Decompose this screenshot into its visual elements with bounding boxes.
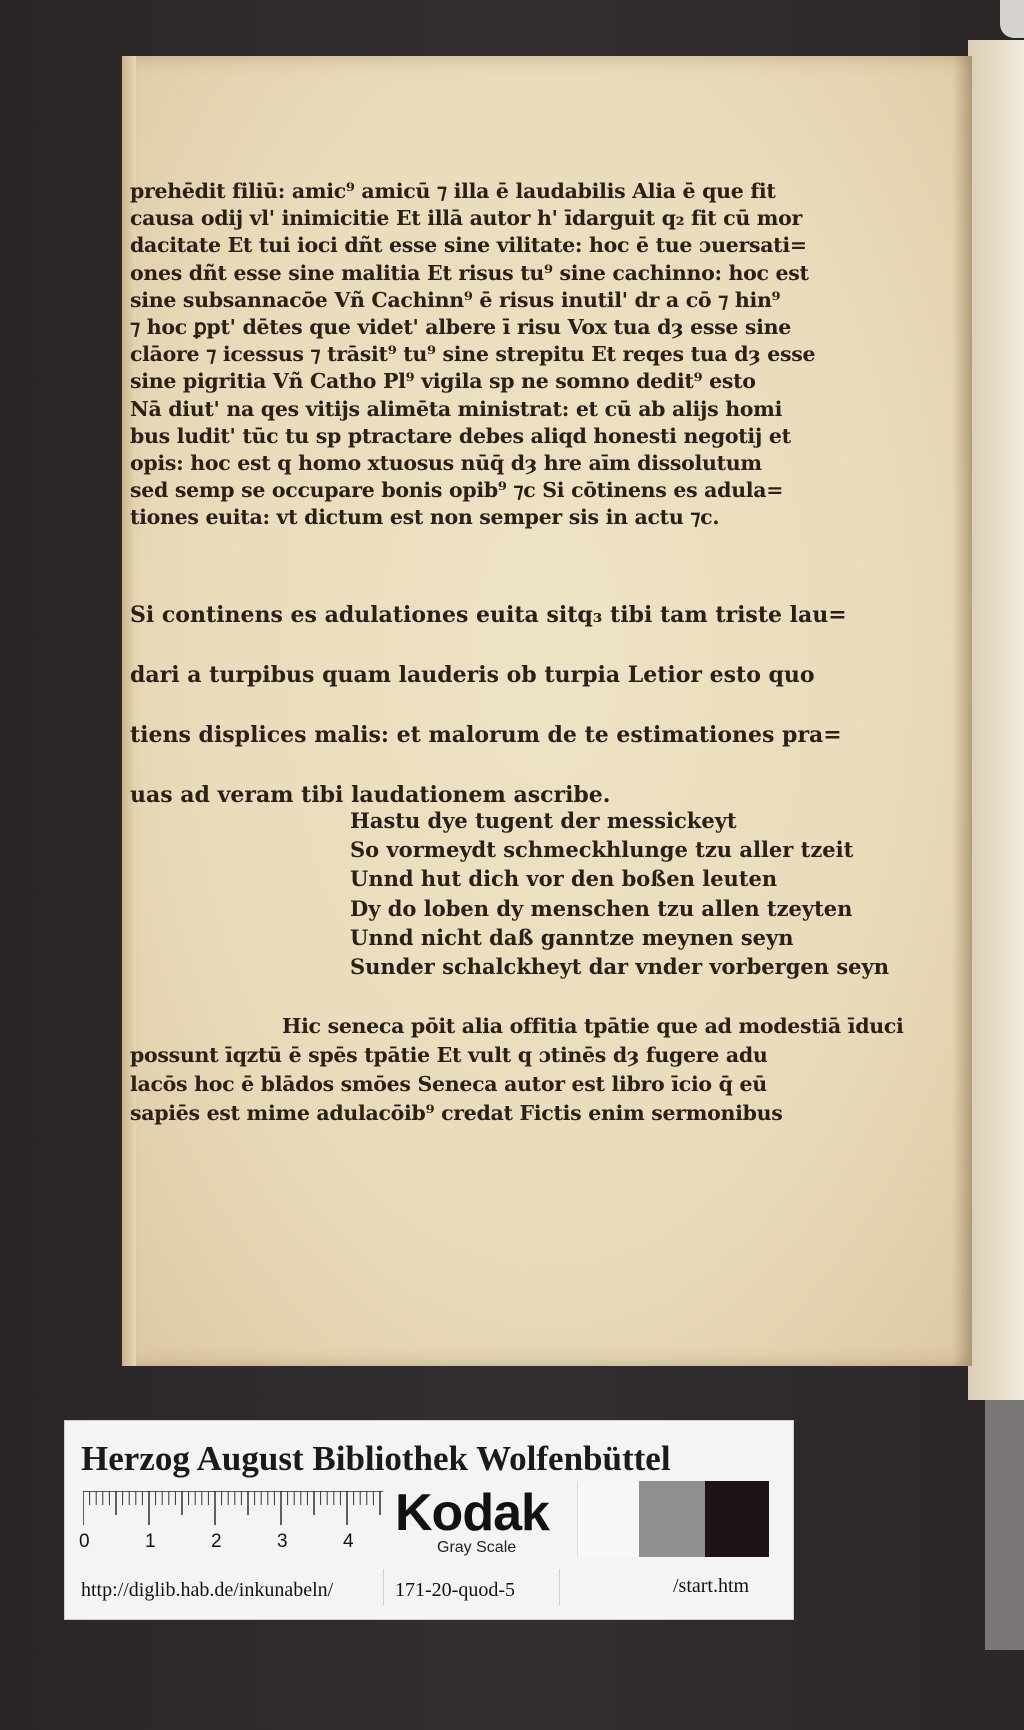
gray-scale-label: Gray Scale — [437, 1539, 517, 1556]
text-line: clāore ⁊ icessus ⁊ trāsit⁹ tu⁹ sine strepitu Et reqes tua dȝ esse — [130, 342, 816, 367]
text-line: prehēdit filiū: amic⁹ amicū ⁊ illa ē laudabilis Alia ē que fit — [130, 179, 776, 203]
ruler-number: 1 — [145, 1531, 156, 1552]
shelf-code: 171-20-quod-5 — [395, 1579, 515, 1601]
gray-swatch-mid — [639, 1481, 705, 1557]
verse-line: So vormeydt schmeckhlunge tzu aller tzeit — [350, 837, 854, 863]
german-verse — [350, 806, 910, 981]
kodak-logo: Kodak — [395, 1484, 549, 1542]
gray-swatch-dark — [705, 1481, 769, 1557]
verse-line: Dy do loben dy menschen tzu allen tzeyten — [350, 895, 853, 921]
paragraph-main-text — [130, 596, 930, 836]
text-line: tiens displices malis: et malorum de te estimationes pra= — [130, 722, 842, 748]
text-line: uas ad veram tibi laudationem ascribe. — [130, 782, 611, 808]
text-line: Si continens es adulationes euita sitq₃ tibi tam triste lau= — [130, 602, 847, 628]
text-line: tiones euita: vt dictum est non semper sis in actu ⁊c. — [130, 505, 720, 530]
text-line: sapiēs est mime adulacōib⁹ credat Fictis enim sermonibus — [130, 1101, 783, 1125]
paragraph-commentary — [130, 178, 930, 532]
start-path: /start.htm — [673, 1575, 750, 1597]
page-gutter — [952, 56, 972, 1366]
gray-swatch-light — [577, 1481, 640, 1557]
text-line: Nā diut' na qes vitijs alimēta ministrat: et cū ab alijs homi — [130, 396, 783, 421]
text-line: dacitate Et tui ioci dñt esse sine vilitate: hoc ē tue ɔuersati= — [130, 233, 807, 258]
text-line: sed semp se occupare bonis opib⁹ ⁊c Si cōtinens es adula= — [130, 478, 784, 503]
facing-page-edge — [968, 40, 1024, 1400]
ruler-number: 0 — [79, 1531, 90, 1552]
corner-paper — [1000, 0, 1024, 38]
text-line: sine subsannacōe Vñ Cachinn⁹ ē risus inutil' dr a cō ⁊ hin⁹ — [130, 287, 781, 312]
text-line: opis: hoc est q homo xtuosus nūq̄ dȝ hre aīm dissolutum — [130, 451, 762, 476]
text-line: dari a turpibus quam lauderis ob turpia Letior esto quo — [130, 662, 815, 688]
verse-line: Unnd hut dich vor den boßen leuten — [350, 866, 778, 892]
divider — [559, 1569, 560, 1605]
verse-line: Hastu dye tugent der messickeyt — [350, 808, 737, 833]
text-line: sine pigritia Vñ Catho Pl⁹ vigila sp ne somno dedit⁹ esto — [130, 369, 756, 394]
text-line: lacōs hoc ē blādos smōes Seneca autor est libro īcio q̄ eū — [130, 1072, 767, 1096]
ruler-scale — [83, 1491, 383, 1527]
text-line: Hic seneca pōit alia offitia tpātie que ad modestiā īduci — [282, 1014, 904, 1038]
text-line: causa odij vl' inimicitie Et illā autor h' īdarguit q₂ fit cū mor — [130, 206, 803, 231]
facing-page-shadow — [985, 1400, 1024, 1650]
text-line: possunt īqztū ē spēs tpātie Et vult q ɔtinēs dȝ fugere adu — [130, 1043, 768, 1067]
text-line: ones dñt esse sine malitia Et risus tu⁹ sine cachinno: hoc est — [130, 260, 809, 285]
color-target-card — [64, 1420, 794, 1620]
ruler-numbers — [79, 1531, 403, 1555]
ruler-number: 3 — [277, 1531, 288, 1552]
ruler-number: 4 — [343, 1531, 354, 1552]
divider — [383, 1569, 384, 1605]
paragraph-seneca — [130, 1012, 930, 1128]
source-url: http://diglib.hab.de/inkunabeln/ — [81, 1579, 334, 1601]
text-line: ⁊ hoc ꝑpt' dētes que videt' albere ī risu Vox tua dȝ esse sine — [130, 315, 791, 340]
library-title: Herzog August Bibliothek Wolfenbüttel — [81, 1439, 671, 1478]
text-line: bus ludit' tūc tu sp ptractare debes aliqd honesti negotij et — [130, 423, 791, 448]
verse-line: Sunder schalckheyt dar vnder vorbergen seyn — [350, 954, 889, 980]
verse-line: Unnd nicht daß ganntze meynen seyn — [350, 924, 794, 950]
ruler-number: 2 — [211, 1531, 222, 1552]
